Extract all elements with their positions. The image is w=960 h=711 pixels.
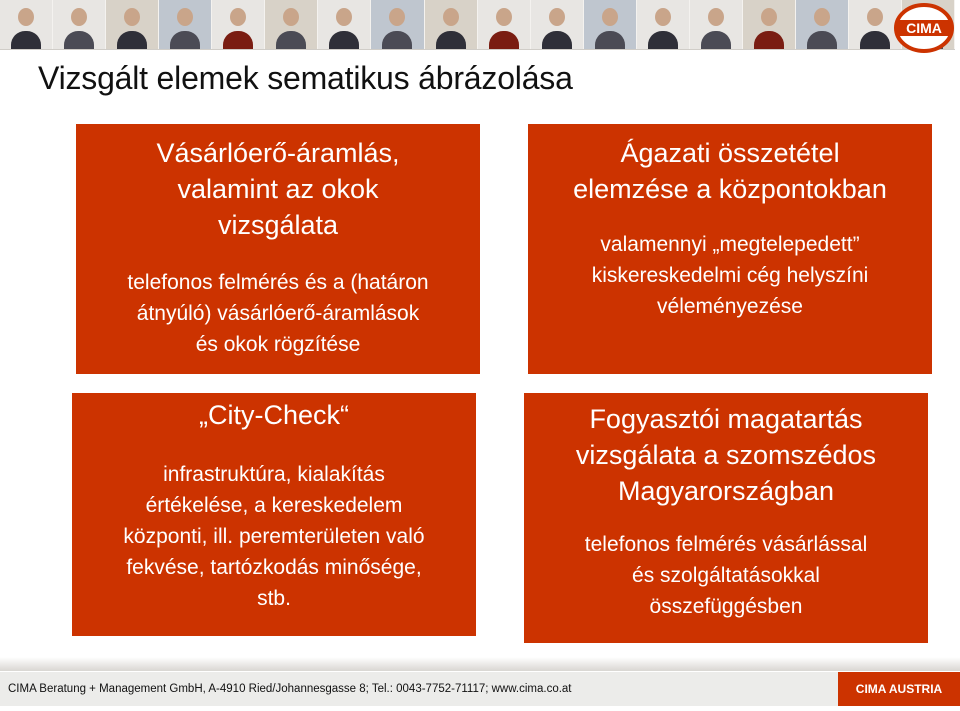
cima-logo <box>893 2 955 54</box>
photo <box>265 0 318 49</box>
photo <box>531 0 584 49</box>
box-body: telefonos felmérés vásárlással és szolgáltatásokkal összefüggésben <box>584 533 868 618</box>
box-city-check <box>72 393 476 636</box>
box-heading: Vásárlóerő-áramlás, valamint az okok vizsgálata <box>156 138 400 240</box>
box-body: infrastruktúra, kialakítás értékelése, a kereskedelem központi, ill. peremterületen való fekvése, tartózkodás minősége, stb. <box>123 463 425 610</box>
photo <box>159 0 212 49</box>
footer-address: CIMA Beratung + Management GmbH, A-4910 Ried/Johannesgasse 8; Tel.: 0043-7752-71117; www.cima.co.at <box>0 672 838 706</box>
photo <box>425 0 478 49</box>
photo <box>106 0 159 49</box>
photo <box>0 0 53 49</box>
photo <box>796 0 849 49</box>
box-heading: Ágazati összetétel elemzése a központokban <box>573 138 887 204</box>
box-sector-composition <box>528 124 932 374</box>
footer-brand: CIMA AUSTRIA <box>838 672 960 706</box>
box-heading: „City-Check“ <box>198 400 349 430</box>
header-photo-strip <box>0 0 955 50</box>
photo <box>637 0 690 49</box>
photo <box>584 0 637 49</box>
box-heading: Fogyasztói magatartás vizsgálata a szomszédos Magyarországban <box>575 404 877 506</box>
logo-text: CIMA <box>906 20 942 36</box>
photo <box>318 0 371 49</box>
photo <box>53 0 106 49</box>
page-title: Vizsgált elemek sematikus ábrázolása <box>38 60 573 96</box>
photo <box>212 0 265 49</box>
photo <box>743 0 796 49</box>
photo <box>478 0 531 49</box>
photo <box>371 0 424 49</box>
box-consumer-behaviour <box>524 393 928 643</box>
photo <box>690 0 743 49</box>
box-body: telefonos felmérés és a (határon átnyúló) vásárlóerő-áramlások és okok rögzítése <box>127 271 429 356</box>
box-body: valamennyi „megtelepedett” kiskereskedelmi cég helyszíni véleményezése <box>591 233 869 318</box>
footer-divider <box>0 657 960 671</box>
footer <box>0 672 960 706</box>
box-purchasing-power <box>76 124 480 374</box>
